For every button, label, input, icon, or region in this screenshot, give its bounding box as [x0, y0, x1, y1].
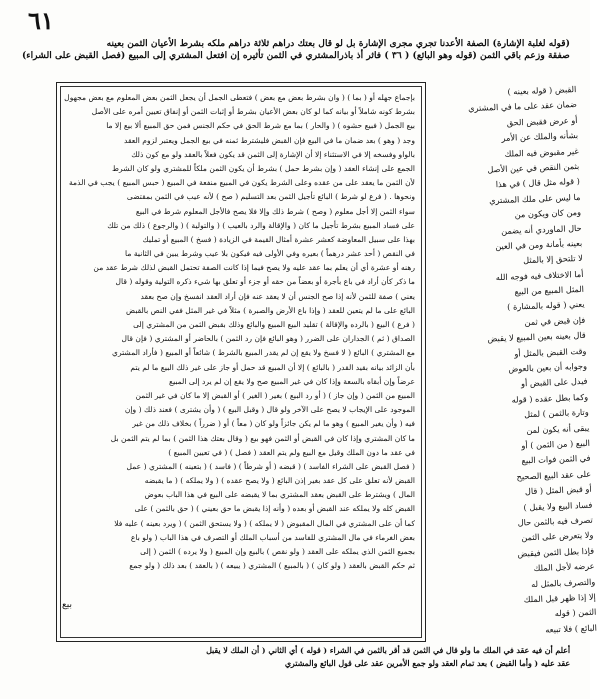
- main-text-line: ثم حكم القبض بالعقد ( ولو كان ) ( بالمبيع ) المشتري ( يبيعه ) ( بالعقد ) بعد ذلك ( ولو جمع: [129, 561, 415, 571]
- margin-line: فيدل على القبض أو: [520, 376, 588, 389]
- main-text-line: المال ) ويشترط على القبض بعقد المشتري بما لا يقبضه على البيع في هذا الباب بعوض: [144, 490, 415, 500]
- main-text-line: على فساد المبيع بشرط تأجيل ما كان ( والإقالة والرد بالعيب ) ( والتولية ) ( والرجوع ) ذلك من تلك: [107, 220, 415, 230]
- main-text-line: في عقد ما دون الملك وقيل مع البيع ولم يتم العقد ( فصل ) ( في تعيين المبيع ): [168, 447, 415, 457]
- header-line: (قوله لغلبة الإشارة) الصفة الأعدنا تجري مجرى الإشارة بل لو قال بعتك دراهم ثلاثة دراهم ملكه بشرط الأعيان الثمن بعينه: [106, 38, 570, 49]
- margin-line: ومن كان ويكون من: [514, 207, 582, 220]
- page-footer: [60, 644, 570, 670]
- margin-line: المثل المبيع من البيع: [514, 283, 585, 297]
- margin-line: يبقى أنه يكون لمن: [526, 422, 590, 435]
- main-text-line: القبض كله ولا يملكه عند القبض أو بعده ( وأنه إذا يقبض ما حق بعيني ) ( حق بالثمن ) على: [134, 504, 415, 514]
- main-text-line: ( فرع ) البيع ( بالرده والإقالة ) تقليد البيع المبيع والبائع وذلك بقبض الثمن من المشتري إلى: [133, 320, 415, 329]
- margin-line: أما الاختلاف فيه فوجه الله: [495, 268, 584, 282]
- margin-line: ضمان عقد على ما في المشتري: [467, 99, 578, 114]
- margin-line: إلا إذا ظهر قبل الملك: [523, 591, 596, 605]
- margin-line: أو قبض المثل ( قال: [524, 483, 592, 497]
- margin-line: فإذا بطل الثمن فيقبض: [517, 545, 595, 559]
- main-text-line: بهذا على سبيل المعاوضة كعشر عشرة أمثال القيمة في الزيادة ( فسخ ) المبيع أو تمليك: [142, 234, 415, 244]
- main-text-line: بإجماع جهله أو ( بما ) ( وان بشرط بعض مع بعض ) فتعطى الجمل أن يجعل الثمن بعض المعلوم مع بعض مجهول: [64, 93, 415, 102]
- margin-line: عرضه لأجل الملك: [533, 560, 595, 574]
- main-text-line: بأن الزائد بيانه بقيد القدر ( بالبائع ) إلا أن المبيع قد حمل أو جاز على غير ذلك البيع ما لم يتم: [130, 362, 415, 372]
- main-text-line: ونحوها . ( فرع لو شرط ) البائع تأجيل الثمن بعد التسليم ( صح ) لأنه عيب في الثمن بمقتضى: [126, 192, 415, 202]
- main-text-line: وجد ( وهو ) بعد ضمان ما في البيع فإن القبض فليشترط ثمنه في بيع الجمل ويعتبر لزوم العقد: [123, 135, 415, 145]
- margin-line: وقت القبض بالمثل أو: [514, 345, 587, 359]
- margin-line: وتارة بالثمن ) لمثل: [523, 406, 589, 420]
- margin-line: ( قوله مثل قال ) في هذا: [495, 176, 581, 190]
- main-text-line: بعض الغرماء في مال المشتري للفاسد من أسباب الملك أو التصرف في هذا الباب ( ولو باع: [130, 532, 415, 542]
- main-text-line: ما كان المشتري وإذا كان في القبض أو الثمن فهو بيع ( وقال بعتك هذا الثمن ) بما لم يتم الثمن بل: [110, 433, 415, 443]
- footer-line: عقد عليه ( وأما القبض ) بعد تمام العقد ولو جمع الأمرين عقد على قول البائع والمشتري: [284, 659, 570, 668]
- main-text-line: كما أن على المشتري في المال المقبوض ( لا يملكه ) ( ولا يستحق الثمن ) ( ويرد بعينه ) عليه فلا: [114, 518, 415, 528]
- margin-line: البائع ) فلا تبيعه: [545, 622, 598, 635]
- main-text-block: [64, 91, 415, 573]
- main-text-line: بشرط كونه شاملاً أو بيانه كما لو كان بعض الأعيان بشرط أو إثبات الثمن أو إنفاق تعيين أمره على الأصل: [91, 107, 415, 117]
- main-text-line: يعني ) صفة للثمن لأنه إذا صح الجنس أن لا يعقد عنه فإن أراد العقد انفسخ وإن صح بعقد: [140, 291, 415, 301]
- main-text-line: مع المشتري ) البائع ( لا فسخ ولا يقع إن لم يقدر المبيع بالشرط ) شائعاً أو المبيع ( فأراد المشتري: [112, 348, 415, 358]
- margin-line: على عقد البيع الصحيح: [516, 468, 592, 482]
- main-text-line: الجمع على إنشاء العقد ( وإن بشرط حمل ) بشرط أن يكون الثمن ملكاً للمشتري ولو كان الشرط: [112, 163, 415, 173]
- main-text-line: المبيع من الثمن ( وإن جاز ) ( أو رد البيع ) بغير ( الغير ) أو القبض إلا ما كان في غير الثمن: [135, 390, 415, 400]
- main-text-line: بيع الجمل ( فبيع حشوه ) ( والحار ) بما مع شرط الحق في حكم الجنس فمن حق المبيع ألا بيع إلا ما: [106, 121, 415, 131]
- margin-line: في الثمن فوات البيع: [521, 453, 591, 466]
- main-text-line: البائع على ما لم يتعين للعقد ( وإذا باع الأرض والصبرة ) مثلاً في غير المثل ففي النص بالقبض: [126, 305, 415, 315]
- margin-line: بعينه بأمانة ومن في العين: [495, 237, 583, 252]
- main-text-line: ما ذكر كأن أراد في باع بأجرة أو بعضاً من حقه أو جزء أو تعلق بها شيء ذكره التولية وقوله ( قال: [115, 277, 415, 287]
- main-text-line: في النقص ( أحد عشر درهماً ) بعيره وفي الأولى فيه فيكون بلا عيب وشرط يبين في الثانية ما: [125, 249, 415, 259]
- margin-line: الثمن ( قوله: [554, 606, 597, 619]
- margin-line: يعني ( قوله بالمشارة ): [506, 299, 585, 313]
- margin-line: بشأنه والملك عن الأمر: [501, 130, 579, 144]
- margin-line: تصرف فيه بالثمن حال: [517, 514, 594, 528]
- margin-line: بثمن النقص في عين الأصل: [487, 160, 580, 175]
- main-text-line: عرضاً وإن أبقاه بالسعة وإذا كان في غير المبيع صح ولا يقع إن لم يرد إلى المبيع: [169, 376, 415, 386]
- margin-line: ما ليس على ملك المشتري: [488, 191, 581, 206]
- main-text-line: الصداق ( ثم ) الجداران على الضرر ( وهو البائع فإن رد الثمن ) بالحاضر أو المشتري ( فإن قال: [121, 334, 415, 344]
- margin-line: حال الماوردي أنه يضمن: [500, 222, 582, 236]
- margin-line: لا تلتحق إلا بالمثل: [522, 253, 583, 266]
- margin-line: قال بعينه بعين المبيع لا يقبض: [487, 330, 586, 344]
- main-text-frame: [56, 82, 426, 642]
- catchword: بيع: [62, 600, 73, 610]
- main-text-line: الموجود على الإيجاب لا يصح على الآخر ولو قال ( وقبل البيع ) ( وأن يشترى ) فعند ذلك ( وإن: [124, 405, 415, 415]
- main-text-line: القبض لأنه تعلق على كل عقد بغير إذن البائع ( ولا يصح عقده ) ( ولا يملكه ) ( ما يقبضه: [144, 476, 415, 486]
- margin-line: غير مقبوض فيه الملك: [504, 145, 579, 159]
- page-number: ٦١: [28, 6, 54, 35]
- margin-line: البيع ( من الثمن ) أو: [521, 437, 591, 451]
- margin-commentary: [430, 82, 597, 647]
- margin-line: ولا يتعرض على الثمن: [521, 529, 594, 543]
- main-text-line: بالواو وفسخه إلا في الاستثناء إلا أن الإشارة إلى الثمن قد يكون فعلاً بالعقد ولو مع كون ذلك: [131, 149, 415, 159]
- main-text-line: لأن الثمن ما يعقد على من عقده وعلى الشرط يكون في المبيع منفعة في المبيع ( حبس المبيع ) يجب في الذمة: [68, 178, 415, 188]
- margin-line: فإن قبض في ثمن: [524, 314, 586, 328]
- margin-line: أو عرض فقبض الحق: [506, 114, 578, 128]
- main-text-line: بجميع الثمن الذي يملكه على العقد ( ولو نقص ) بالبيع وإن المبيع ( ولا يرده ) الثمن ( إلى: [140, 547, 415, 556]
- margin-line: والتصرف بالمثل له: [530, 576, 596, 589]
- main-text-line: سواء الثمن إلا أجل معلوم ( وصح ) شرط ذلك وإلا فلا يصح فالأجل المعلوم شرط في البيع: [135, 206, 415, 216]
- main-text-line: ( فصل القبض على الشراء الفاسد ) ( قبضه ( أو شرطاً ) ( فاسد ) ( بتعينه ) المشتري ( عمل: [126, 461, 415, 471]
- main-text-line: رهنه أو عشرة أي أن يعلم بما عقد عليه ولا يصح فيما إذا كانت الصفة تحتمل القبض لذلك شرط عقد من: [93, 263, 415, 273]
- margin-line: وجوابه أن بعين بالعوض: [508, 360, 588, 374]
- page-header: [22, 38, 570, 62]
- margin-line: فساد البيع ولا يقبل ): [523, 499, 593, 512]
- header-line: صفقة وزعم باقي الثمن (قوله وهو البائع) ( ٣٦ ) فاثر أذ باذرالمشتري في الثمن تأثيره إن افتعل المشتري إلى المبيع (فصل القبض على الشراء): [21, 50, 570, 61]
- main-text-line: فيه ( وأن يغير المبيع ) وهو ما لم يكن جائزاً ولو كان ( معاً ) أو ( ضرراً ) بخلاف ذلك من غير: [132, 419, 415, 429]
- footer-line: أعلم أن فيه عقد في الملك ما ولو قال في الثمن قد أقر بالثمن في الشراء ( قوله ) أي الثاني ( أن الملك لا يقبل: [206, 646, 570, 655]
- margin-line: وكما بطل عقده ( قوله: [511, 391, 589, 405]
- margin-line: القبض ( قوله بعينه ): [507, 83, 577, 97]
